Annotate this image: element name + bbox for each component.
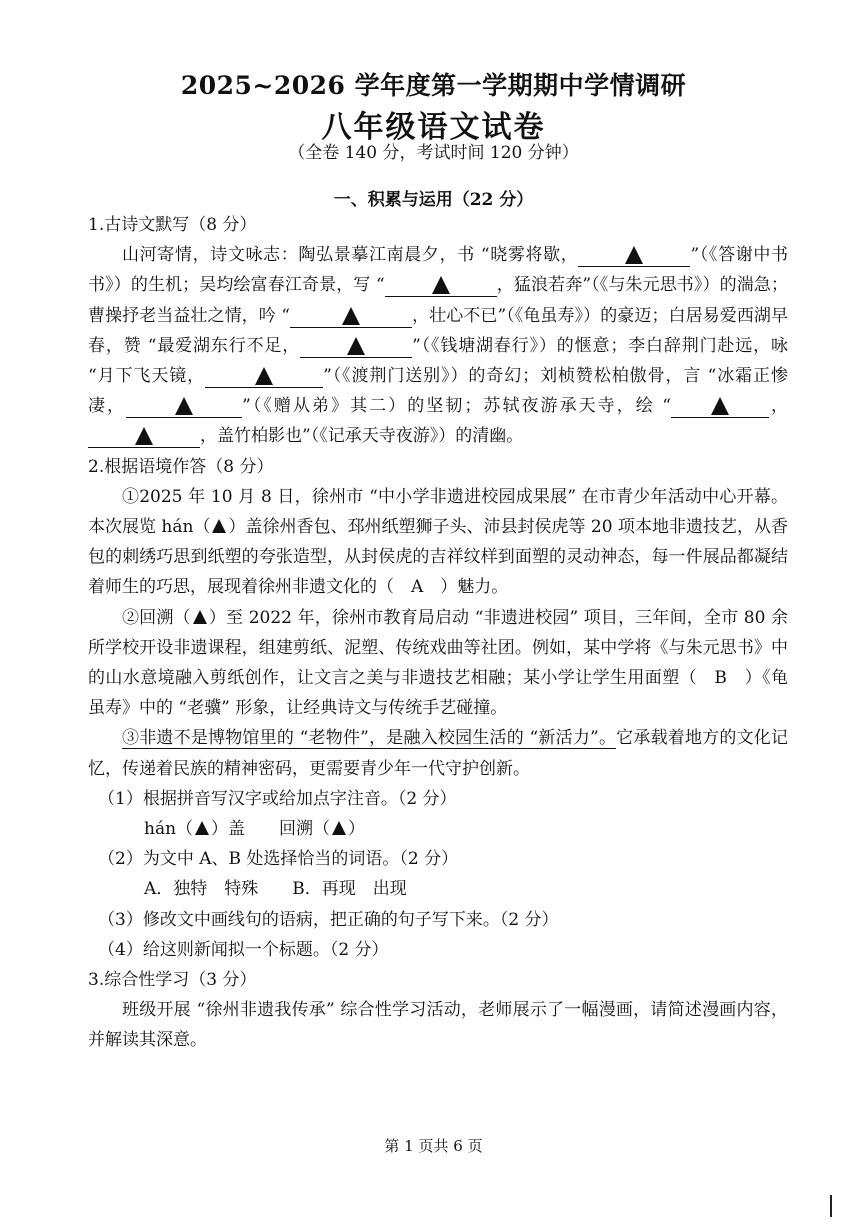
answer-gai-huisu: ）盖 回溯（ xyxy=(211,819,331,840)
triangle-icon xyxy=(711,397,729,415)
q1-text-3: ，猛浪若奔”（《与朱元思书》）的湍急；曹操抒老当益壮之情，吟 “ xyxy=(88,275,788,326)
triangle-icon xyxy=(342,307,360,325)
q1-text-5: ”（《钱塘湖春行》）的惬意；李白辞荆门赴远，咏 “月下飞天镜， xyxy=(88,335,788,387)
answer-blank[interactable] xyxy=(300,335,412,358)
sub-question-2-options: A．独特 特殊 B．再现 出现 xyxy=(144,879,407,900)
question-2-paragraph-3 xyxy=(88,723,788,783)
q1-text-9: ，盖竹柏影也”（《记承天寺夜游》）的清幽。 xyxy=(200,426,524,447)
triangle-icon[interactable] xyxy=(332,821,346,835)
triangle-icon[interactable] xyxy=(195,821,209,835)
question-2-heading: 2.根据语境作答（8 分） xyxy=(88,456,274,477)
answer-blank[interactable] xyxy=(126,395,242,418)
answer-blank[interactable] xyxy=(205,365,323,388)
q2-p1-text-b: ）盖徐州香包、邳州纸塑狮子头、沛县封侯虎等 20 项本地非遗技艺，从香包的刺绣巧思到纸塑的夸张造型，从封侯虎的吉祥纹样到面塑的灵动神态，每一件展品都凝结着师生的巧思，展现着徐州非遗文化的（ A ）魅力。 xyxy=(88,517,788,598)
q2-p1-text-a: ①2025 年 10 月 8 日，徐州市 “中小学非遗进校园成果展” 在市青少年活动中心开幕。本次展览 hán（ xyxy=(88,486,788,538)
answer-blank[interactable] xyxy=(578,244,690,267)
sub-question-4: （4）给这则新闻拟一个标题。（2 分） xyxy=(98,939,389,960)
sub-question-1-answer xyxy=(88,814,788,844)
section-heading: 一、积累与运用（22 分） xyxy=(333,190,534,210)
triangle-icon xyxy=(347,337,365,355)
triangle-icon xyxy=(135,427,153,445)
q1-text-6: ”（《渡荆门送别》）的奇幻；刘桢赞松柏傲骨，言 “冰霜正惨凄， xyxy=(88,366,788,417)
page-number: 第 1 页共 6 页 xyxy=(384,1137,483,1155)
q1-text-8: ， xyxy=(768,396,788,417)
question-3-text: 班级开展 “徐州非遗我传承” 综合性学习活动，老师展示了一幅漫画，请简述漫画内容，并解读其深意。 xyxy=(88,1000,788,1051)
sub-question-3: （3）修改文中画线句的语病，把正确的句子写下来。（2 分） xyxy=(98,909,559,930)
answer-close-paren: ） xyxy=(348,819,366,840)
q1-text-7: ”（《赠从弟》其二）的坚韧；苏轼夜游承天寺，绘 “ xyxy=(242,396,671,417)
sub-question-2: （2）为文中 A、B 处选择恰当的词语。（2 分） xyxy=(98,849,459,870)
underlined-sentence: ③非遗不是博物馆里的 “老物件”，是融入校园生活的 “新活力”。 xyxy=(122,728,617,749)
q1-text-1: 山河寄情，诗文咏志：陶弘景摹江南晨夕，书 “晓雾将歇， xyxy=(122,245,579,266)
triangle-icon xyxy=(175,397,193,415)
triangle-icon xyxy=(255,367,273,385)
exam-info: （全卷 140 分，考试时间 120 分钟） xyxy=(288,143,579,163)
q1-text-4: ，壮心不已”（《龟虽寿》）的豪迈；白居易爱西湖早春，赞 “最爱湖东行不足， xyxy=(88,305,788,356)
triangle-icon xyxy=(193,610,207,624)
exam-title-line1: 2025~2026 学年度第一学期期中学情调研 xyxy=(180,71,687,100)
pinyin-han: hán（ xyxy=(144,819,194,840)
answer-blank[interactable] xyxy=(290,305,412,328)
question-1-heading: 1.古诗文默写（8 分） xyxy=(88,215,257,235)
triangle-icon xyxy=(432,276,450,294)
exam-body xyxy=(88,210,788,1056)
triangle-icon xyxy=(212,519,226,533)
question-2-paragraph-1 xyxy=(88,482,788,603)
q2-p3-rest: 它承载着地方的文化记忆，传递着民族的精神密码，更需要青少年一代守护创新。 xyxy=(88,728,789,779)
question-1-text xyxy=(88,240,788,451)
answer-blank[interactable] xyxy=(671,395,769,418)
question-3-heading: 3.综合性学习（3 分） xyxy=(88,970,257,991)
answer-blank[interactable] xyxy=(385,274,497,297)
q1-text-2: ”（《答谢中书书》）的生机；吴均绘富春江奇景，写 “ xyxy=(88,245,788,296)
question-2-paragraph-2 xyxy=(88,603,788,724)
scan-edge-mark xyxy=(830,1195,832,1217)
q2-p2-text-a: ②回溯（ xyxy=(122,607,191,628)
answer-blank[interactable] xyxy=(88,425,200,448)
exam-title-line2: 八年级语文试卷 xyxy=(321,110,546,145)
triangle-icon xyxy=(625,246,643,264)
q2-p2-text-b: ）至 2022 年，徐州市教育局启动 “非遗进校园” 项目，三年间，全市 80 余所学校开设非遗课程，组建剪纸、泥塑、传统戏曲等社团。例如，某中学将《与朱元思书》中的山水意境融入剪纸创作，让文言之美与非遗技艺相融；某小学让学生用面塑（ B ）《龟虽寿》中的 “老骥” 形象，让经典诗文与传统手艺碰撞。 xyxy=(88,607,789,719)
sub-question-1: （1）根据拼音写汉字或给加点字注音。（2 分） xyxy=(98,788,457,809)
